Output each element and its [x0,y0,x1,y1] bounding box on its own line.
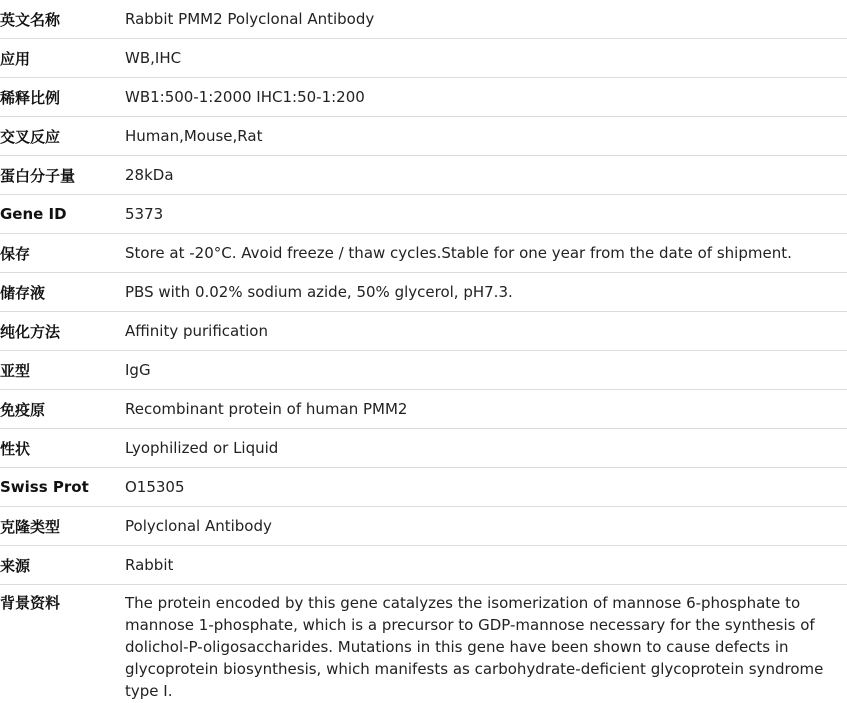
spec-label: 蛋白分子量 [0,156,125,195]
spec-value: Recombinant protein of human PMM2 [125,390,847,429]
spec-row-storage [0,234,847,273]
spec-value: 5373 [125,195,847,234]
spec-value: 28kDa [125,156,847,195]
spec-value: Store at -20°C. Avoid freeze / thaw cycles.Stable for one year from the date of shipment. [125,234,847,273]
spec-label: 应用 [0,39,125,78]
spec-value: WB1:500-1:2000 IHC1:50-1:200 [125,78,847,117]
spec-row-swiss-prot [0,468,847,507]
spec-row-cross-reactivity [0,117,847,156]
spec-label: 交叉反应 [0,117,125,156]
spec-row-immunogen [0,390,847,429]
spec-value: IgG [125,351,847,390]
spec-row-isotype [0,351,847,390]
spec-label: 英文名称 [0,0,125,39]
spec-row-dilution [0,78,847,117]
spec-label: 稀释比例 [0,78,125,117]
spec-label: Swiss Prot [0,468,125,507]
spec-value: Rabbit PMM2 Polyclonal Antibody [125,0,847,39]
spec-value: Human,Mouse,Rat [125,117,847,156]
spec-row-gene-id [0,195,847,234]
spec-label: 储存液 [0,273,125,312]
spec-value: Lyophilized or Liquid [125,429,847,468]
spec-label: 克隆类型 [0,507,125,546]
spec-row-host [0,546,847,585]
spec-value: Affinity purification [125,312,847,351]
spec-value: Rabbit [125,546,847,585]
spec-row-purification [0,312,847,351]
spec-value-background: The protein encoded by this gene catalyzes the isomerization of mannose 6-phosphate to mannose 1-phosphate, which is a precursor to GDP-mannose necessary for the synthesis of dolichol-P-oligosaccharides. Mutations in this gene have been shown to cause defects in glycoprotein biosynthesis, which manifests as carbohydrate-deficient glycoprotein syndrome type I. [125,594,824,700]
spec-label: 性状 [0,429,125,468]
spec-label: 背景资料 [0,594,61,612]
spec-label: 来源 [0,546,125,585]
spec-row-clonality [0,507,847,546]
spec-value: O15305 [125,468,847,507]
spec-value: Polyclonal Antibody [125,507,847,546]
spec-label: 保存 [0,234,125,273]
spec-label: Gene ID [0,195,125,234]
spec-row-form [0,429,847,468]
spec-row-background [0,585,847,703]
spec-value: WB,IHC [125,39,847,78]
spec-row-molecular-weight [0,156,847,195]
spec-label: 纯化方法 [0,312,125,351]
spec-value: PBS with 0.02% sodium azide, 50% glycerol, pH7.3. [125,273,847,312]
spec-row-storage-buffer [0,273,847,312]
spec-row-english-name [0,0,847,39]
spec-label: 亚型 [0,351,125,390]
spec-row-application [0,39,847,78]
spec-label: 免疫原 [0,390,125,429]
